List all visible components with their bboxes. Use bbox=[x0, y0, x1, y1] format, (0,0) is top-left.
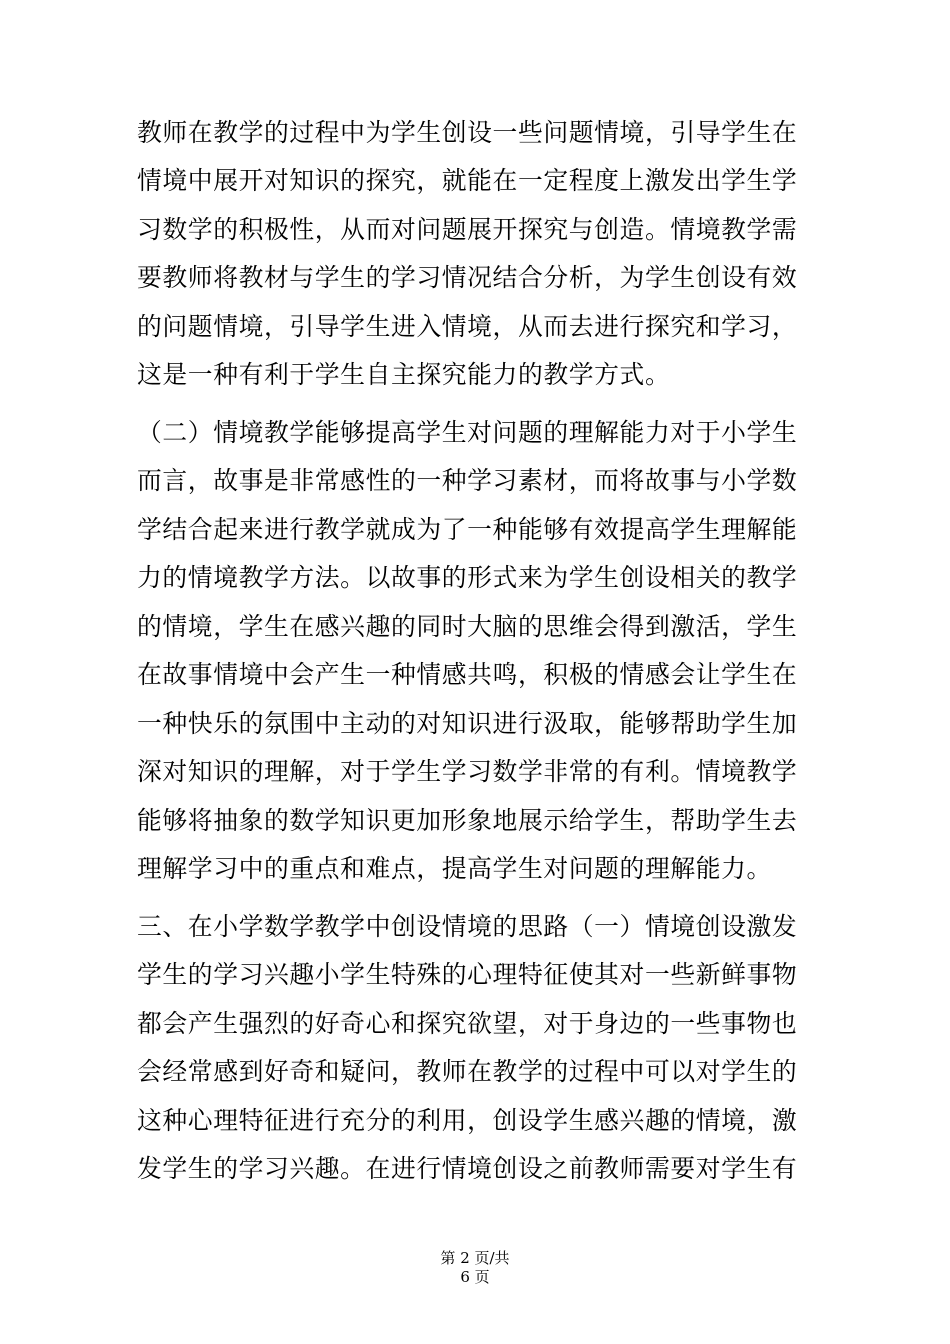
body-line: 的问题情境，引导学生进入情境，从而去进行探究和学习， bbox=[137, 312, 798, 341]
body-line: 学生的学习兴趣小学生特殊的心理特征使其对一些新鲜事物 bbox=[137, 960, 798, 989]
body-line: （二）情境教学能够提高学生对问题的理解能力对于小学生 bbox=[137, 418, 798, 447]
body-line: 发学生的学习兴趣。在进行情境创设之前教师需要对学生有 bbox=[137, 1154, 798, 1183]
body-line: 三、在小学数学教学中创设情境的思路（一）情境创设激发 bbox=[137, 912, 798, 941]
body-line: 的情境，学生在感兴趣的同时大脑的思维会得到激活，学生 bbox=[137, 612, 798, 641]
body-line: 在故事情境中会产生一种情感共鸣，积极的情感会让学生在 bbox=[137, 660, 798, 689]
body-line: 会经常感到好奇和疑问，教师在教学的过程中可以对学生的 bbox=[137, 1057, 798, 1086]
body-line: 能够将抽象的数学知识更加形象地展示给学生，帮助学生去 bbox=[137, 806, 798, 835]
body-line: 理解学习中的重点和难点，提高学生对问题的理解能力。 bbox=[137, 854, 772, 883]
body-line: 力的情境教学方法。以故事的形式来为学生创设相关的教学 bbox=[137, 563, 798, 592]
page-number-line-2: 6 页 bbox=[460, 1268, 490, 1286]
body-line: 要教师将教材与学生的学习情况结合分析，为学生创设有效 bbox=[137, 263, 798, 292]
body-line: 这是一种有利于学生自主探究能力的教学方式。 bbox=[137, 360, 671, 389]
body-line: 教师在教学的过程中为学生创设一些问题情境，引导学生在 bbox=[137, 118, 798, 147]
body-line: 习数学的积极性，从而对问题展开探究与创造。情境教学需 bbox=[137, 215, 798, 244]
body-line: 都会产生强烈的好奇心和探究欲望，对于身边的一些事物也 bbox=[137, 1009, 798, 1038]
body-line: 学结合起来进行教学就成为了一种能够有效提高学生理解能 bbox=[137, 515, 798, 544]
body-line: 情境中展开对知识的探究，就能在一定程度上激发出学生学 bbox=[137, 166, 798, 195]
body-line: 深对知识的理解，对于学生学习数学非常的有利。情境教学 bbox=[137, 757, 798, 786]
body-line: 而言，故事是非常感性的一种学习素材，而将故事与小学数 bbox=[137, 466, 798, 495]
body-line: 一种快乐的氛围中主动的对知识进行汲取，能够帮助学生加 bbox=[137, 709, 798, 738]
page-number-line-1: 第 2 页/共 bbox=[440, 1249, 510, 1267]
body-line: 这种心理特征进行充分的利用，创设学生感兴趣的情境，激 bbox=[137, 1106, 798, 1135]
